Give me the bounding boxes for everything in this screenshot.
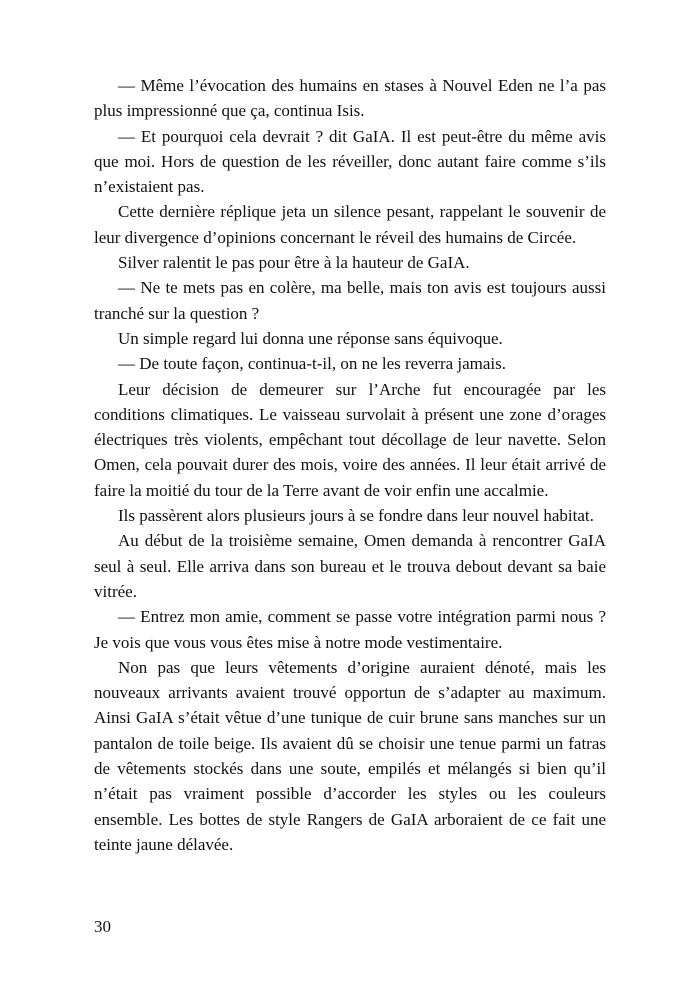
paragraph-10: Au début de la troisième semaine, Omen demanda à rencontrer GaIA seul à seul. Elle arriva dans son bureau et le trouva debout devant sa baie vitrée. [94,531,606,601]
paragraph-3: Cette dernière réplique jeta un silence pesant, rappelant le souvenir de leur divergence d’opinions concernant le réveil des humains de Circée. [94,202,606,247]
paragraph-5: — Ne te mets pas en colère, ma belle, mais ton avis est toujours aussi tranché sur la question ? [94,278,606,323]
paragraph-8: Leur décision de demeurer sur l’Arche fut encouragée par les conditions climatiques. Le vaisseau survolait à présent une zone d’orages électriques très violents, empêchant tout décollage de leur navette. Selon Omen, cela pouvait durer des mois, voire des années. Il leur était arrivé de faire la moitié du tour de la Terre avant de voir enfin une accalmie. [94,379,606,500]
page-number: 30 [94,917,111,936]
paragraph-7: — De toute façon, continua-t-il, on ne les reverra jamais. [118,354,507,374]
paragraph-9: Ils passèrent alors plusieurs jours à se fondre dans leur nouvel habitat. [118,506,594,526]
paragraph-12: Non pas que leurs vêtements d’origine auraient dénoté, mais les nouveaux arrivants avaient trouvé opportun de s’adapter au maximum. Ainsi GaIA s’était vêtue d’une tunique de cuir brune sans manches sur un pantalon de toile beige. Ils avaient dû se choisir une tenue parmi un fatras de vêtements stockés dans une soute, empilés et mélangés si bien qu’il n’était pas vraiment possible d’accorder les styles ou les couleurs ensemble. Les bottes de style Rangers de GaIA arboraient de ce fait une teinte jaune délavée. [94,657,606,854]
paragraph-1: — Même l’évocation des humains en stases à Nouvel Eden ne l’a pas plus impressionné que ça, continua Isis. [94,76,606,121]
paragraph-4: Silver ralentit le pas pour être à la hauteur de GaIA. [118,253,470,273]
paragraph-2: — Et pourquoi cela devrait ? dit GaIA. Il est peut-être du même avis que moi. Hors de question de les réveiller, donc autant faire comme s’ils n’existaient pas. [94,126,606,197]
paragraph-6: Un simple regard lui donna une réponse sans équivoque. [118,328,503,348]
paragraph-11: — Entrez mon amie, comment se passe votre intégration parmi nous ? Je vois que vous vous êtes mise à notre mode vestimentaire. [94,607,606,652]
page-body [94,73,606,857]
